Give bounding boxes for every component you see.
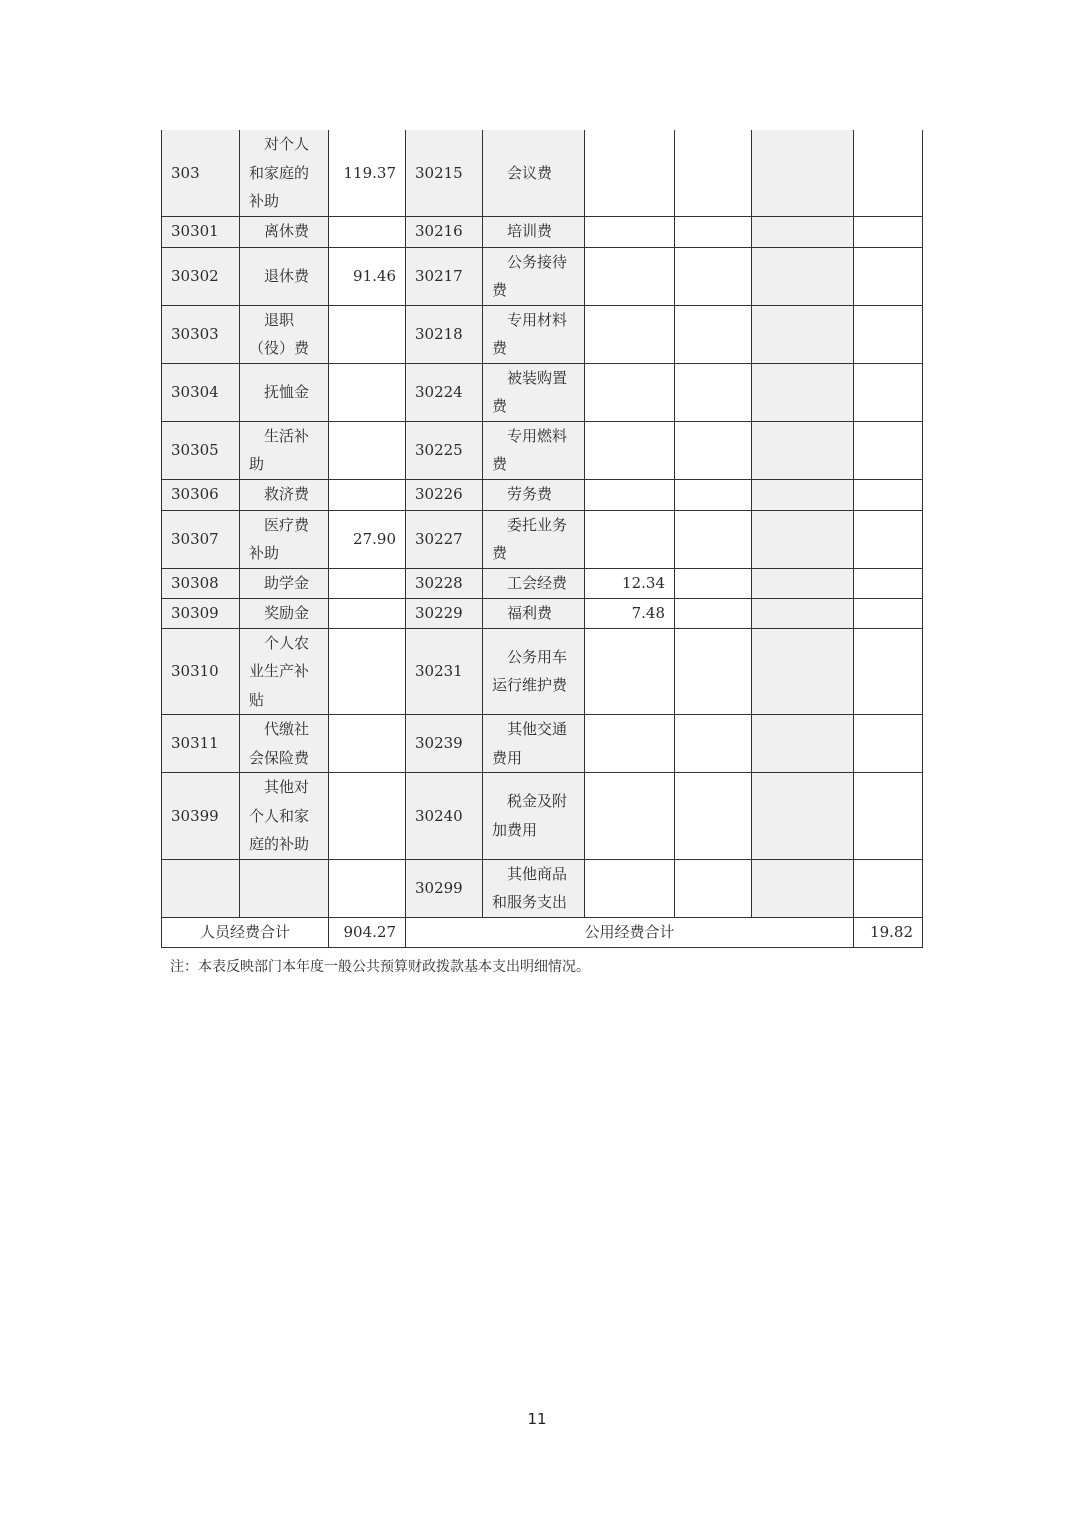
item-amount-right: 7.48 bbox=[585, 598, 675, 628]
table-row bbox=[162, 859, 923, 917]
item-amount-right: 12.34 bbox=[585, 568, 675, 598]
item-code-right: 30239 bbox=[406, 715, 483, 773]
item-name-right: 委托业务费 bbox=[483, 510, 585, 568]
item-amount-left bbox=[329, 598, 406, 628]
item-name-right: 公务用车运行维护费 bbox=[483, 628, 585, 715]
item-name-right: 会议费 bbox=[483, 130, 585, 216]
item-name-left: 抚恤金 bbox=[240, 363, 329, 421]
empty-cell bbox=[752, 421, 854, 479]
table-row bbox=[162, 216, 923, 247]
item-code-left: 30304 bbox=[162, 363, 240, 421]
item-name-left: 退休费 bbox=[240, 247, 329, 305]
item-code-right: 30224 bbox=[406, 363, 483, 421]
item-code-left: 30305 bbox=[162, 421, 240, 479]
table-row bbox=[162, 628, 923, 715]
empty-cell bbox=[752, 773, 854, 860]
table-row bbox=[162, 247, 923, 305]
table-note: 注：本表反映部门本年度一般公共预算财政拨款基本支出明细情况。 bbox=[170, 959, 590, 975]
empty-cell bbox=[752, 598, 854, 628]
empty-cell bbox=[854, 715, 923, 773]
item-name-left: 对个人和家庭的补助 bbox=[240, 130, 329, 216]
empty-cell bbox=[752, 715, 854, 773]
table-row bbox=[162, 479, 923, 510]
item-name-left: 离休费 bbox=[240, 216, 329, 247]
empty-cell bbox=[854, 421, 923, 479]
empty-cell bbox=[675, 363, 752, 421]
item-name-left: 奖励金 bbox=[240, 598, 329, 628]
table-row bbox=[162, 715, 923, 773]
table-row bbox=[162, 568, 923, 598]
item-amount-left: 119.37 bbox=[329, 130, 406, 216]
item-amount-left bbox=[329, 568, 406, 598]
empty-cell bbox=[854, 628, 923, 715]
table-row bbox=[162, 305, 923, 363]
item-amount-left bbox=[329, 216, 406, 247]
item-name-right: 专用材料费 bbox=[483, 305, 585, 363]
item-code-left: 30308 bbox=[162, 568, 240, 598]
item-name-right: 专用燃料费 bbox=[483, 421, 585, 479]
item-code-right: 30215 bbox=[406, 130, 483, 216]
item-name-left bbox=[240, 859, 329, 917]
empty-cell bbox=[854, 510, 923, 568]
empty-cell bbox=[752, 130, 854, 216]
empty-cell bbox=[752, 305, 854, 363]
personnel-total-label: 人员经费合计 bbox=[162, 917, 329, 947]
item-code-left: 30306 bbox=[162, 479, 240, 510]
item-name-right: 公务接待费 bbox=[483, 247, 585, 305]
empty-cell bbox=[675, 479, 752, 510]
item-name-right: 劳务费 bbox=[483, 479, 585, 510]
item-name-right: 被装购置费 bbox=[483, 363, 585, 421]
item-amount-right bbox=[585, 216, 675, 247]
table-row bbox=[162, 773, 923, 860]
item-code-right: 30240 bbox=[406, 773, 483, 860]
item-amount-right bbox=[585, 628, 675, 715]
empty-cell bbox=[675, 568, 752, 598]
item-amount-left bbox=[329, 859, 406, 917]
item-amount-right bbox=[585, 421, 675, 479]
table-row bbox=[162, 510, 923, 568]
empty-cell bbox=[752, 568, 854, 598]
item-amount-right bbox=[585, 247, 675, 305]
item-amount-right bbox=[585, 305, 675, 363]
item-code-left: 30311 bbox=[162, 715, 240, 773]
item-code-left: 30301 bbox=[162, 216, 240, 247]
item-amount-right bbox=[585, 715, 675, 773]
item-code-right: 30226 bbox=[406, 479, 483, 510]
item-amount-right bbox=[585, 859, 675, 917]
public-total-label: 公用经费合计 bbox=[406, 917, 854, 947]
item-code-left: 30309 bbox=[162, 598, 240, 628]
empty-cell bbox=[675, 421, 752, 479]
item-amount-left: 27.90 bbox=[329, 510, 406, 568]
empty-cell bbox=[675, 305, 752, 363]
item-amount-right bbox=[585, 773, 675, 860]
item-name-right: 其他商品和服务支出 bbox=[483, 859, 585, 917]
empty-cell bbox=[675, 247, 752, 305]
empty-cell bbox=[854, 598, 923, 628]
totals-row bbox=[162, 917, 923, 947]
item-amount-left bbox=[329, 715, 406, 773]
empty-cell bbox=[752, 247, 854, 305]
item-name-right: 税金及附加费用 bbox=[483, 773, 585, 860]
item-name-right: 其他交通费用 bbox=[483, 715, 585, 773]
item-name-left: 退职（役）费 bbox=[240, 305, 329, 363]
empty-cell bbox=[675, 859, 752, 917]
item-code-left bbox=[162, 859, 240, 917]
public-total-value: 19.82 bbox=[854, 917, 923, 947]
empty-cell bbox=[675, 715, 752, 773]
empty-cell bbox=[675, 598, 752, 628]
empty-cell bbox=[752, 859, 854, 917]
item-code-right: 30227 bbox=[406, 510, 483, 568]
empty-cell bbox=[854, 305, 923, 363]
empty-cell bbox=[752, 510, 854, 568]
item-code-right: 30228 bbox=[406, 568, 483, 598]
item-code-left: 30302 bbox=[162, 247, 240, 305]
item-name-left: 代缴社会保险费 bbox=[240, 715, 329, 773]
empty-cell bbox=[854, 130, 923, 216]
empty-cell bbox=[854, 247, 923, 305]
personnel-total-value: 904.27 bbox=[329, 917, 406, 947]
item-amount-left bbox=[329, 479, 406, 510]
item-name-left: 生活补助 bbox=[240, 421, 329, 479]
item-name-left: 救济费 bbox=[240, 479, 329, 510]
empty-cell bbox=[675, 130, 752, 216]
empty-cell bbox=[675, 510, 752, 568]
table-row bbox=[162, 598, 923, 628]
empty-cell bbox=[752, 479, 854, 510]
item-amount-left bbox=[329, 305, 406, 363]
empty-cell bbox=[675, 628, 752, 715]
item-amount-right bbox=[585, 510, 675, 568]
empty-cell bbox=[752, 363, 854, 421]
empty-cell bbox=[854, 568, 923, 598]
item-amount-left bbox=[329, 773, 406, 860]
item-name-left: 助学金 bbox=[240, 568, 329, 598]
empty-cell bbox=[675, 773, 752, 860]
item-code-right: 30229 bbox=[406, 598, 483, 628]
item-name-right: 工会经费 bbox=[483, 568, 585, 598]
item-name-left: 医疗费补助 bbox=[240, 510, 329, 568]
item-code-left: 30307 bbox=[162, 510, 240, 568]
table-row bbox=[162, 363, 923, 421]
item-code-left: 30303 bbox=[162, 305, 240, 363]
item-name-left: 其他对个人和家庭的补助 bbox=[240, 773, 329, 860]
item-name-right: 福利费 bbox=[483, 598, 585, 628]
empty-cell bbox=[854, 773, 923, 860]
table-row bbox=[162, 130, 923, 216]
empty-cell bbox=[854, 479, 923, 510]
item-code-right: 30217 bbox=[406, 247, 483, 305]
item-amount-right bbox=[585, 130, 675, 216]
empty-cell bbox=[675, 216, 752, 247]
item-code-left: 30399 bbox=[162, 773, 240, 860]
item-code-left: 303 bbox=[162, 130, 240, 216]
item-code-right: 30218 bbox=[406, 305, 483, 363]
item-amount-right bbox=[585, 363, 675, 421]
item-code-right: 30299 bbox=[406, 859, 483, 917]
item-code-right: 30231 bbox=[406, 628, 483, 715]
item-name-right: 培训费 bbox=[483, 216, 585, 247]
item-amount-left bbox=[329, 628, 406, 715]
item-amount-left bbox=[329, 421, 406, 479]
item-amount-right bbox=[585, 479, 675, 510]
item-amount-left: 91.46 bbox=[329, 247, 406, 305]
expenditure-detail-table bbox=[161, 130, 923, 948]
item-name-left: 个人农业生产补贴 bbox=[240, 628, 329, 715]
item-code-left: 30310 bbox=[162, 628, 240, 715]
empty-cell bbox=[752, 628, 854, 715]
item-code-right: 30216 bbox=[406, 216, 483, 247]
table-row bbox=[162, 421, 923, 479]
empty-cell bbox=[752, 216, 854, 247]
item-amount-left bbox=[329, 363, 406, 421]
item-code-right: 30225 bbox=[406, 421, 483, 479]
empty-cell bbox=[854, 363, 923, 421]
empty-cell bbox=[854, 216, 923, 247]
page-number: 11 bbox=[527, 1410, 547, 1428]
empty-cell bbox=[854, 859, 923, 917]
